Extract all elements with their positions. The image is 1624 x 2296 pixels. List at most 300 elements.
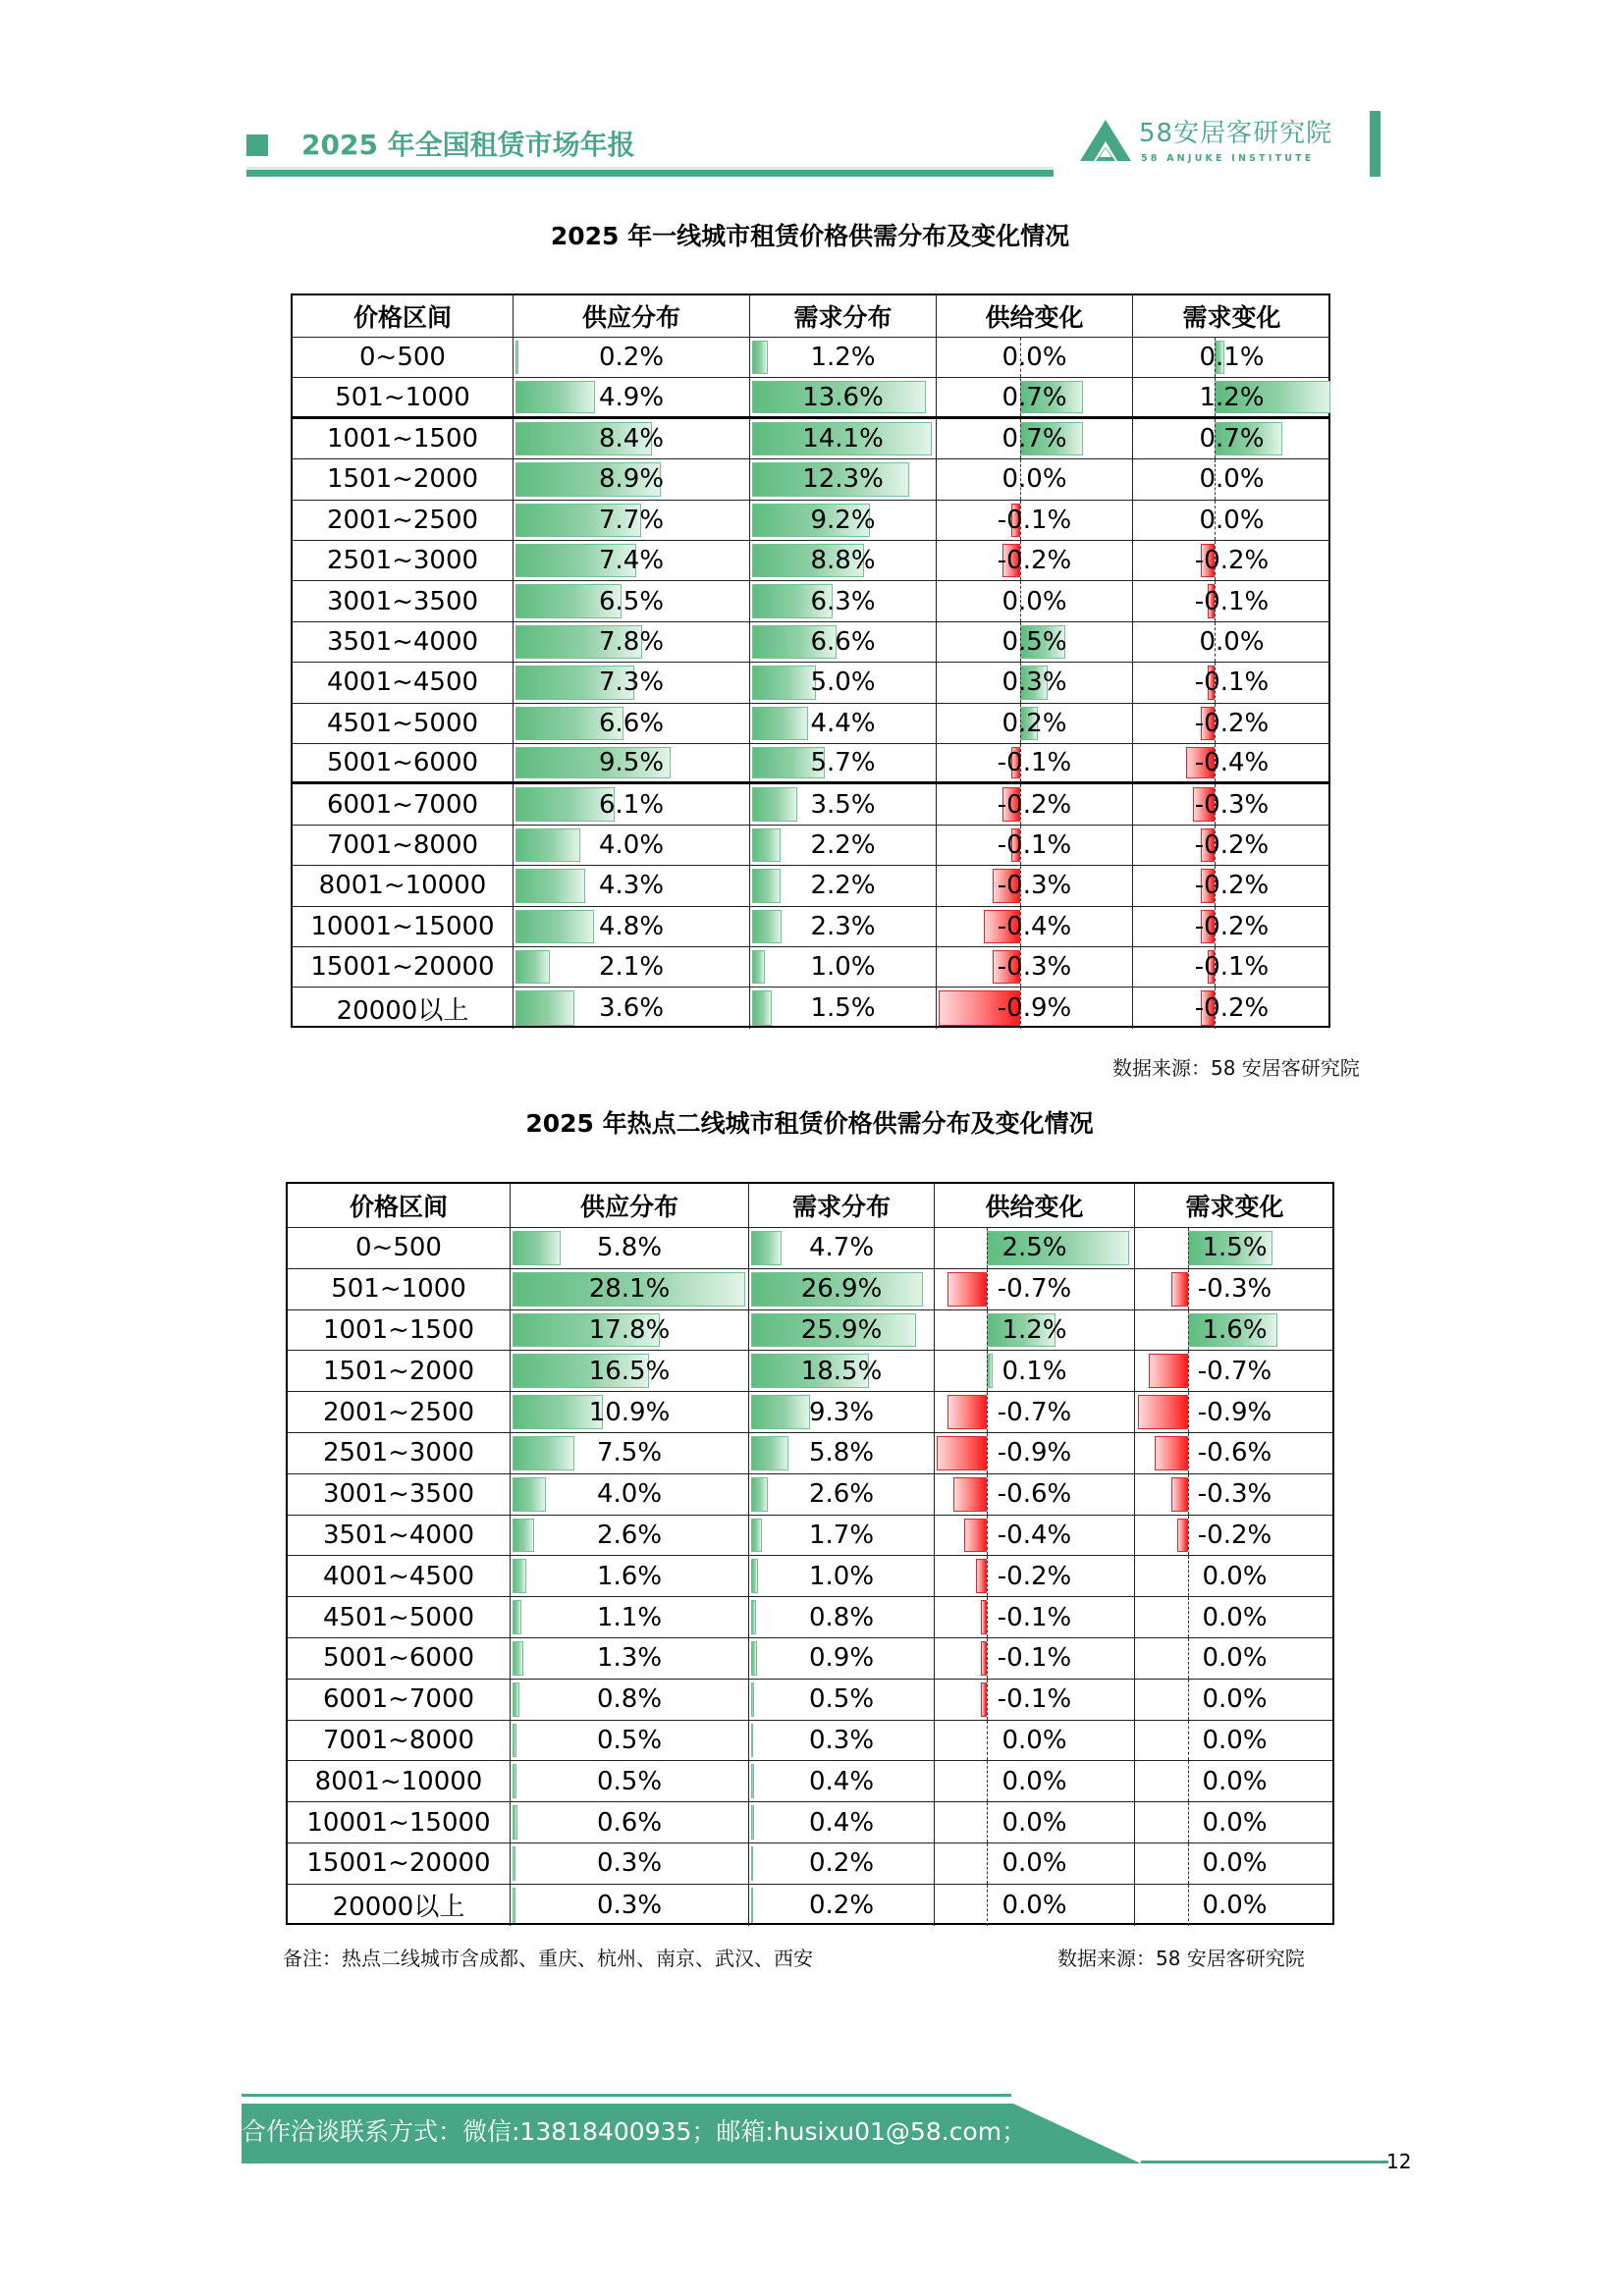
cell-value: 4.0% <box>596 1479 663 1510</box>
cell-supply-distribution <box>511 1885 749 1926</box>
cell-value: -0.4% <box>997 1520 1072 1550</box>
table-row <box>293 826 1328 866</box>
cell-demand-distribution <box>750 866 937 905</box>
cell-price-range <box>288 1885 511 1926</box>
cell-value: 1001~1500 <box>322 1314 475 1345</box>
cell-supply-change <box>935 1310 1135 1351</box>
header-rule <box>246 170 1054 177</box>
cell-value: 13.6% <box>802 382 884 412</box>
zero-axis-line <box>987 1761 988 1801</box>
cell-demand-distribution <box>750 826 937 865</box>
zero-axis-line <box>1020 459 1021 499</box>
cell-demand-change <box>1135 1885 1334 1926</box>
cell-demand-change <box>1135 1721 1334 1761</box>
cell-value: 0.5% <box>596 1725 663 1755</box>
cell-supply-distribution <box>511 1392 749 1432</box>
data-bar <box>751 1641 757 1676</box>
zero-axis-line <box>987 1516 988 1556</box>
data-bar <box>752 950 765 984</box>
cell-supply-change <box>937 541 1133 580</box>
zero-axis-line <box>987 1638 988 1679</box>
cell-price-range <box>288 1761 511 1801</box>
zero-axis-line <box>987 1885 988 1926</box>
zero-axis-line <box>1020 907 1021 946</box>
cell-value: 10001~15000 <box>306 1807 491 1838</box>
cell-demand-change <box>1135 1597 1334 1637</box>
cell-supply-change <box>937 663 1133 702</box>
zero-axis-line <box>1215 866 1216 905</box>
cell-demand-distribution <box>749 1228 935 1268</box>
decrease-bar <box>953 1477 987 1512</box>
cell-value: -0.2% <box>1194 708 1270 738</box>
cell-value: 0.0% <box>1199 464 1265 495</box>
cell-value: 6001~7000 <box>326 789 479 820</box>
cell-supply-change <box>935 1433 1135 1473</box>
cell-supply-change <box>937 988 1133 1028</box>
data-bar <box>515 381 595 412</box>
cell-supply-change <box>937 784 1133 824</box>
data-bar <box>513 1682 519 1717</box>
decrease-bar <box>1171 1477 1188 1512</box>
table-row <box>288 1474 1332 1516</box>
data-bar <box>752 910 782 943</box>
data-bar <box>515 950 550 984</box>
table2-header-row <box>288 1184 1332 1228</box>
cell-value: -0.1% <box>997 748 1072 778</box>
zero-axis-line <box>1215 826 1216 865</box>
cell-price-range <box>288 1310 511 1351</box>
decrease-bar <box>976 1559 987 1593</box>
cell-value: 0.2% <box>808 1890 875 1920</box>
cell-value: 26.9% <box>800 1274 883 1305</box>
cell-supply-distribution <box>514 581 750 620</box>
cell-demand-distribution <box>749 1802 935 1842</box>
cell-supply-distribution <box>514 419 750 458</box>
decrease-bar <box>1155 1436 1188 1470</box>
cell-value: 2.2% <box>810 871 876 901</box>
cell-value: -0.2% <box>997 789 1072 820</box>
table1-header-row <box>293 295 1328 338</box>
data-bar <box>751 1682 754 1717</box>
cell-value: 0.4% <box>808 1766 875 1796</box>
cell-price-range <box>293 541 514 580</box>
cell-price-range <box>288 1433 511 1473</box>
zero-axis-line <box>1188 1228 1189 1268</box>
zero-axis-line <box>1020 784 1021 824</box>
zero-axis-line <box>987 1556 988 1596</box>
cell-price-range <box>288 1721 511 1761</box>
cell-price-range <box>293 581 514 620</box>
cell-value: -0.1% <box>997 1684 1072 1715</box>
cell-value: -0.2% <box>997 546 1072 576</box>
table1-source: 数据来源：58 安居客研究院 <box>1112 1056 1360 1080</box>
zero-axis-line <box>1188 1351 1189 1391</box>
header-label: 价格区间 <box>352 303 452 332</box>
table-row <box>288 1885 1332 1926</box>
cell-value: 0.5% <box>1001 626 1067 657</box>
header-label: 需求分布 <box>791 1193 891 1221</box>
cell-demand-distribution <box>750 704 937 743</box>
cell-value: 1.2% <box>1199 382 1265 412</box>
cell-value: 0.0% <box>1199 626 1265 657</box>
zero-axis-line <box>1020 744 1021 781</box>
footer-contact-text: 合作洽谈联系方式：微信:13818400935；邮箱:husixu01@58.com； <box>242 2117 1027 2146</box>
cell-demand-change <box>1133 581 1330 620</box>
cell-value: 20000以上 <box>336 995 469 1026</box>
cell-supply-change <box>935 1597 1135 1637</box>
cell-value: -0.2% <box>997 1561 1072 1591</box>
data-bar <box>515 828 580 862</box>
cell-value: -0.1% <box>1194 586 1270 616</box>
logo-text-cn: 58安居客研究院 <box>1139 119 1333 148</box>
cell-price-range <box>293 378 514 415</box>
table-row <box>288 1516 1332 1557</box>
zero-axis-line <box>1020 826 1021 865</box>
cell-price-range <box>293 338 514 377</box>
cell-value: 4.4% <box>810 708 876 738</box>
cell-value: -0.1% <box>1194 667 1270 698</box>
zero-axis-line <box>987 1474 988 1515</box>
cell-value: 6.6% <box>598 708 665 738</box>
cell-value: 3001~3500 <box>326 586 479 616</box>
cell-value: -0.2% <box>1197 1520 1272 1550</box>
zero-axis-line <box>1215 704 1216 743</box>
cell-demand-change <box>1133 784 1330 824</box>
cell-value: 6.5% <box>598 586 665 616</box>
cell-value: -0.6% <box>1197 1438 1272 1468</box>
cell-value: 4.0% <box>598 829 665 860</box>
cell-value: 0.2% <box>808 1848 875 1879</box>
cell-value: 5001~6000 <box>322 1643 475 1674</box>
zero-axis-line <box>987 1721 988 1761</box>
cell-supply-distribution <box>514 947 750 987</box>
cell-value: 7.8% <box>598 626 665 657</box>
data-bar <box>515 341 518 374</box>
data-bar <box>751 1764 754 1798</box>
cell-supply-distribution <box>514 866 750 905</box>
cell-value: -0.9% <box>997 993 1072 1024</box>
cell-value: 7.4% <box>598 546 665 576</box>
cell-value: 4.8% <box>598 911 665 941</box>
cell-value: -0.1% <box>997 505 1072 535</box>
zero-axis-line <box>1188 1885 1189 1926</box>
header-label: 需求变化 <box>1185 1193 1284 1221</box>
cell-value: 7.5% <box>596 1438 663 1468</box>
cell-value: 5001~6000 <box>326 748 479 778</box>
data-bar <box>751 1519 762 1553</box>
cell-value: 1.3% <box>596 1643 663 1674</box>
table-row <box>288 1597 1332 1638</box>
cell-demand-change <box>1135 1638 1334 1679</box>
cell-supply-change <box>935 1885 1135 1926</box>
table-row <box>293 622 1328 663</box>
cell-demand-distribution <box>750 622 937 662</box>
cell-supply-change <box>935 1843 1135 1884</box>
cell-price-range <box>293 419 514 458</box>
cell-supply-distribution <box>511 1843 749 1884</box>
cell-value: 1.6% <box>596 1561 663 1591</box>
cell-demand-change <box>1135 1310 1334 1351</box>
zero-axis-line <box>1188 1843 1189 1884</box>
zero-axis-line <box>1215 338 1216 377</box>
cell-demand-change <box>1135 1802 1334 1842</box>
cell-value: -0.3% <box>1194 789 1270 820</box>
zero-axis-line <box>1215 784 1216 824</box>
cell-price-range <box>293 866 514 905</box>
cell-supply-change <box>935 1269 1135 1309</box>
zero-axis-line <box>1188 1680 1189 1720</box>
cell-demand-distribution <box>750 907 937 946</box>
cell-value: 7001~8000 <box>326 829 479 860</box>
cell-value: 12.3% <box>802 464 884 495</box>
cell-demand-distribution <box>750 378 937 415</box>
cell-supply-distribution <box>511 1638 749 1679</box>
zero-axis-line <box>987 1269 988 1309</box>
cell-value: 0.0% <box>1001 1890 1067 1920</box>
cell-demand-distribution <box>750 988 937 1028</box>
cell-price-range <box>293 622 514 662</box>
cell-price-range <box>293 459 514 499</box>
cell-value: 8.8% <box>810 546 876 576</box>
table1-supply-demand-first-tier <box>291 294 1330 1028</box>
table-row <box>288 1310 1332 1352</box>
cell-price-range <box>288 1269 511 1309</box>
cell-value: 0.0% <box>1202 1725 1268 1755</box>
data-bar <box>515 990 574 1025</box>
table-row <box>293 663 1328 703</box>
header-demand-change <box>1135 1184 1334 1227</box>
cell-demand-distribution <box>749 1269 935 1309</box>
cell-supply-change <box>935 1392 1135 1432</box>
cell-supply-distribution <box>514 338 750 377</box>
table-row <box>293 704 1328 744</box>
cell-value: 7001~8000 <box>322 1725 475 1755</box>
zero-axis-line <box>1188 1761 1189 1801</box>
data-bar <box>513 1764 516 1798</box>
zero-axis-line <box>1215 378 1216 415</box>
cell-value: 0.9% <box>808 1643 875 1674</box>
cell-price-range <box>293 988 514 1028</box>
cell-demand-distribution <box>749 1885 935 1926</box>
table-row <box>288 1392 1332 1433</box>
cell-value: 3.5% <box>810 789 876 820</box>
cell-supply-change <box>937 704 1133 743</box>
cell-value: 0.0% <box>1202 1807 1268 1838</box>
cell-value: 0.8% <box>808 1602 875 1632</box>
cell-value: -0.4% <box>1194 748 1270 778</box>
cell-value: 0.0% <box>1001 1807 1067 1838</box>
cell-value: 2501~3000 <box>326 546 479 576</box>
cell-demand-change <box>1135 1474 1334 1515</box>
cell-demand-change <box>1133 622 1330 662</box>
zero-axis-line <box>1020 581 1021 620</box>
decrease-bar <box>1149 1354 1188 1388</box>
cell-value: -0.6% <box>997 1479 1072 1510</box>
zero-axis-line <box>1188 1516 1189 1556</box>
cell-demand-change <box>1135 1556 1334 1596</box>
cell-supply-change <box>935 1680 1135 1720</box>
footer-top-rule <box>242 2094 1011 2097</box>
cell-supply-distribution <box>511 1516 749 1556</box>
cell-demand-change <box>1135 1516 1334 1556</box>
data-bar <box>513 1805 517 1840</box>
zero-axis-line <box>987 1228 988 1268</box>
zero-axis-line <box>987 1597 988 1637</box>
cell-price-range <box>293 907 514 946</box>
data-bar <box>513 1477 546 1512</box>
cell-demand-distribution <box>749 1721 935 1761</box>
data-bar <box>751 1395 810 1429</box>
cell-value: 10.9% <box>588 1397 671 1427</box>
cell-price-range <box>293 704 514 743</box>
cell-value: 8.9% <box>598 464 665 495</box>
zero-axis-line <box>1215 419 1216 458</box>
cell-value: 2.5% <box>1001 1233 1067 1263</box>
cell-value: 4501~5000 <box>322 1602 475 1632</box>
table-row <box>288 1228 1332 1269</box>
cell-value: 17.8% <box>588 1314 671 1345</box>
table-row <box>293 907 1328 947</box>
cell-value: -0.1% <box>997 829 1072 860</box>
cell-value: 0.7% <box>1199 423 1265 454</box>
cell-supply-distribution <box>514 378 750 415</box>
cell-value: 0.0% <box>1202 1561 1268 1591</box>
cell-value: -0.3% <box>997 952 1072 983</box>
decrease-bar <box>1177 1519 1188 1553</box>
cell-demand-distribution <box>750 744 937 781</box>
cell-value: 5.8% <box>596 1233 663 1263</box>
table-row <box>288 1761 1332 1802</box>
zero-axis-line <box>987 1680 988 1720</box>
zero-axis-line <box>1215 744 1216 781</box>
cell-price-range <box>293 784 514 824</box>
cell-demand-change <box>1135 1392 1334 1432</box>
zero-axis-line <box>1020 866 1021 905</box>
cell-value: 0.4% <box>808 1807 875 1838</box>
cell-value: 1.7% <box>808 1520 875 1550</box>
cell-price-range <box>288 1228 511 1268</box>
cell-value: 0.0% <box>1001 1725 1067 1755</box>
zero-axis-line <box>1188 1556 1189 1596</box>
header-marker-square <box>246 134 268 156</box>
cell-value: 6001~7000 <box>322 1684 475 1715</box>
cell-price-range <box>288 1556 511 1596</box>
cell-value: 8001~10000 <box>314 1766 483 1796</box>
cell-demand-distribution <box>749 1597 935 1637</box>
logo-triangle-icon <box>1078 118 1133 163</box>
data-bar <box>513 1600 521 1634</box>
cell-price-range <box>288 1638 511 1679</box>
cell-supply-change <box>937 459 1133 499</box>
cell-supply-change <box>937 378 1133 415</box>
cell-demand-distribution <box>750 541 937 580</box>
cell-demand-distribution <box>750 663 937 702</box>
cell-price-range <box>288 1516 511 1556</box>
header-label: 供给变化 <box>985 303 1084 332</box>
cell-demand-change <box>1135 1228 1334 1268</box>
cell-supply-distribution <box>511 1761 749 1801</box>
data-bar <box>752 869 781 902</box>
table-row <box>288 1843 1332 1885</box>
cell-demand-distribution <box>749 1680 935 1720</box>
decrease-bar <box>947 1395 987 1429</box>
cell-demand-change <box>1133 947 1330 987</box>
cell-value: 0.1% <box>1001 1356 1067 1386</box>
zero-axis-line <box>1188 1392 1189 1432</box>
zero-axis-line <box>1020 663 1021 702</box>
cell-value: 0.3% <box>808 1725 875 1755</box>
header-label: 价格区间 <box>349 1193 448 1221</box>
data-bar <box>515 869 585 902</box>
cell-supply-change <box>937 419 1133 458</box>
cell-value: 0.1% <box>1199 343 1265 373</box>
decrease-bar <box>964 1519 987 1553</box>
zero-axis-line <box>1215 622 1216 662</box>
cell-demand-distribution <box>750 501 937 540</box>
zero-axis-line <box>1215 663 1216 702</box>
cell-value: -0.2% <box>1194 829 1270 860</box>
header-demand-change <box>1133 295 1330 337</box>
cell-demand-distribution <box>749 1843 935 1884</box>
zero-axis-line <box>1020 378 1021 415</box>
cell-demand-change <box>1133 988 1330 1028</box>
cell-demand-distribution <box>750 947 937 987</box>
cell-value: 5.0% <box>810 667 876 698</box>
cell-value: 1501~2000 <box>322 1356 475 1386</box>
cell-demand-change <box>1135 1351 1334 1391</box>
zero-axis-line <box>1215 581 1216 620</box>
zero-axis-line <box>1188 1269 1189 1309</box>
cell-demand-change <box>1133 744 1330 781</box>
zero-axis-line <box>1215 541 1216 580</box>
cell-value: 0.0% <box>1202 1890 1268 1920</box>
cell-supply-change <box>935 1721 1135 1761</box>
data-bar <box>751 1846 753 1881</box>
cell-supply-distribution <box>514 907 750 946</box>
cell-demand-distribution <box>749 1516 935 1556</box>
header-supply-distribution <box>514 295 750 337</box>
cell-value: 1001~1500 <box>326 423 479 454</box>
table-row <box>293 378 1328 418</box>
cell-value: 1.6% <box>1202 1314 1268 1345</box>
cell-value: 1.0% <box>808 1561 875 1591</box>
logo-text-en: 58 ANJUKE INSTITUTE <box>1141 153 1315 164</box>
cell-value: -0.3% <box>997 871 1072 901</box>
zero-axis-line <box>1188 1597 1189 1637</box>
cell-supply-distribution <box>514 663 750 702</box>
zero-axis-line <box>1188 1802 1189 1842</box>
table-row <box>293 338 1328 378</box>
cell-value: 9.2% <box>810 505 876 535</box>
report-title: 2025 年全国租赁市场年报 <box>301 129 635 161</box>
header-demand-distribution <box>750 295 937 337</box>
zero-axis-line <box>1215 459 1216 499</box>
cell-value: 2001~2500 <box>326 505 479 535</box>
cell-demand-distribution <box>749 1310 935 1351</box>
cell-value: 0~500 <box>355 1233 442 1263</box>
data-bar <box>515 910 594 943</box>
header-label: 供应分布 <box>579 1193 678 1221</box>
cell-supply-change <box>935 1802 1135 1842</box>
cell-value: 0.0% <box>1001 586 1067 616</box>
cell-value: 0.2% <box>598 343 665 373</box>
cell-supply-change <box>937 338 1133 377</box>
decrease-bar <box>1138 1395 1188 1429</box>
cell-value: 3501~4000 <box>326 626 479 657</box>
table-row <box>293 419 1328 459</box>
cell-value: 0.6% <box>596 1807 663 1838</box>
data-bar <box>513 1888 515 1923</box>
